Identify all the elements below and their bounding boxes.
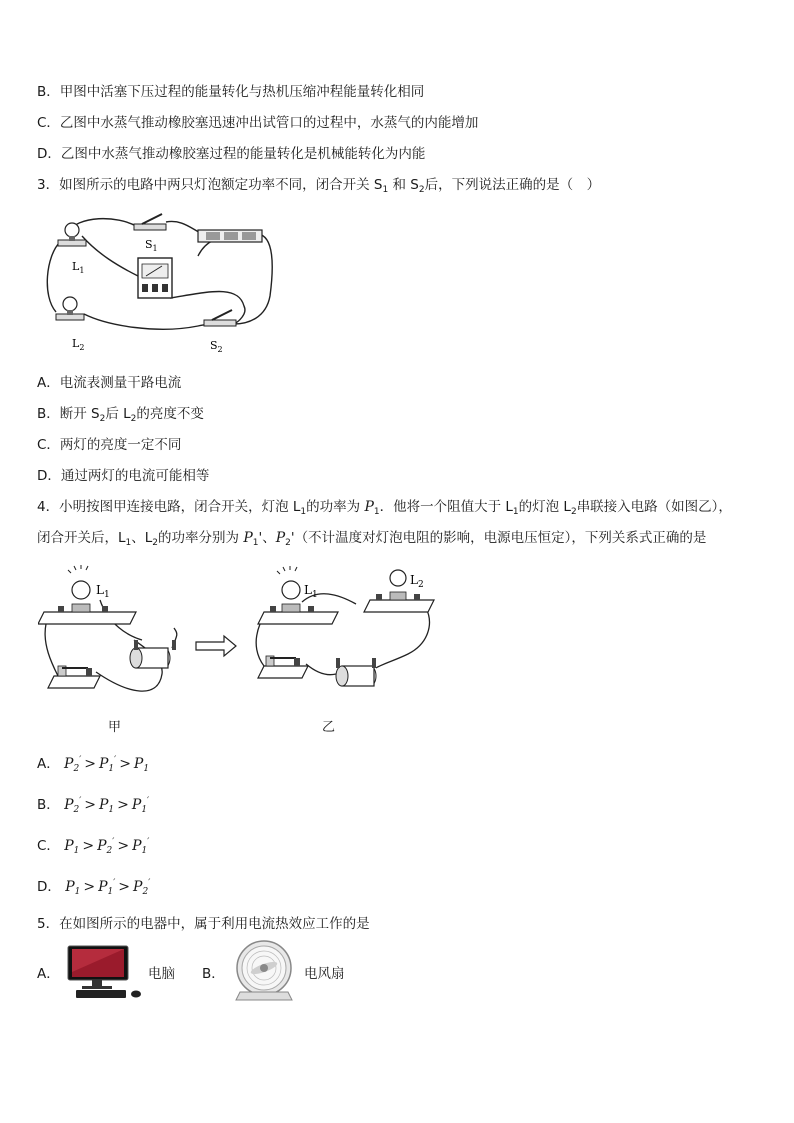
lamp-l1-icon [58, 223, 86, 246]
q5-option-a-label: 电脑 [148, 966, 175, 982]
switch-s1-icon [134, 214, 166, 230]
yi-label-l1: $L_1$ [304, 583, 318, 600]
right-arrow-icon [196, 636, 236, 656]
q2-option-d: D．乙图中水蒸气推动橡胶塞过程的能量转化是机械能转化为内能 [37, 146, 426, 162]
q4-option-d: D． $P_1 > P_1' > P_2'$ [37, 878, 151, 897]
lamp-l2-icon [56, 297, 84, 320]
q4-option-a: A． $P_2' > P_1' > P_1$ [37, 755, 150, 774]
label-s2: $S_2$ [210, 339, 223, 354]
q3-option-d: D．通过两灯的电流可能相等 [37, 468, 210, 484]
q2-option-b: B．甲图中活塞下压过程的能量转化与热机压缩冲程能量转化相同 [37, 84, 425, 100]
q5-option-b-prefix: B． [202, 966, 225, 982]
q4-option-c: C． $P_1 > P_2' > P_1'$ [37, 837, 150, 856]
jia-battery-icon [130, 640, 176, 668]
q4-figure-caption-jia: 甲 [108, 720, 122, 735]
q4-stem-line1: 4．小明按图甲连接电路，闭合开关，灯泡 $L_1$的功率为 $P_1$．他将一个阻值大于 $L_1$的灯泡 $L_2$串联接入电路（如图乙）， [37, 499, 732, 517]
yi-switch-icon [258, 656, 308, 678]
q4-stem-line2: 闭合开关后，$L_1$、$L_2$的功率分别为 $P_1'$、$P_2'$（不计温度对灯泡电阻的影响，电源电压恒定），下列关系式正确的是 [37, 530, 707, 548]
q2-option-c: C．乙图中水蒸气推动橡胶塞迅速冲出试管口的过程中，水蒸气的内能增加 [37, 115, 479, 131]
yi-lamp-l2-board-icon [364, 570, 434, 612]
jia-lamp-board-icon [38, 565, 136, 624]
electric-fan-icon [228, 940, 300, 1002]
label-l1: $L_1$ [72, 260, 85, 275]
jia-label-l1: $L_1$ [96, 583, 110, 600]
battery-icon [198, 230, 262, 242]
q3-option-a: A．电流表测量干路电流 [37, 375, 182, 391]
ammeter-icon [138, 258, 172, 298]
q3-option-c: C．两灯的亮度一定不同 [37, 437, 182, 453]
q5-option-a-prefix: A． [37, 966, 60, 982]
yi-battery-icon [336, 658, 376, 686]
q5-stem: 5．在如图所示的电器中，属于利用电流热效应工作的是 [37, 916, 370, 932]
computer-icon [62, 944, 146, 1000]
q3-option-b: B．断开 $S_2$后 $L_2$的亮度不变 [37, 406, 204, 424]
q3-circuit-figure [38, 206, 278, 356]
q4-circuit-figure [38, 564, 438, 712]
label-l2: $L_2$ [72, 337, 85, 352]
switch-s2-icon [204, 310, 236, 326]
jia-switch-icon [48, 666, 100, 688]
q3-stem: 3．如图所示的电路中两只灯泡额定功率不同，闭合开关 $S_1$ 和 $S_2$后，下列说法正确的是（ ） [37, 177, 601, 195]
label-s1: $S_1$ [145, 238, 158, 253]
q4-figure-caption-yi: 乙 [322, 720, 336, 735]
yi-lamp-l1-board-icon [258, 566, 338, 624]
q5-option-b-label: 电风扇 [304, 966, 345, 982]
yi-label-l2: $L_2$ [410, 573, 424, 590]
q4-option-b: B． $P_2' > P_1 > P_1'$ [37, 796, 150, 815]
